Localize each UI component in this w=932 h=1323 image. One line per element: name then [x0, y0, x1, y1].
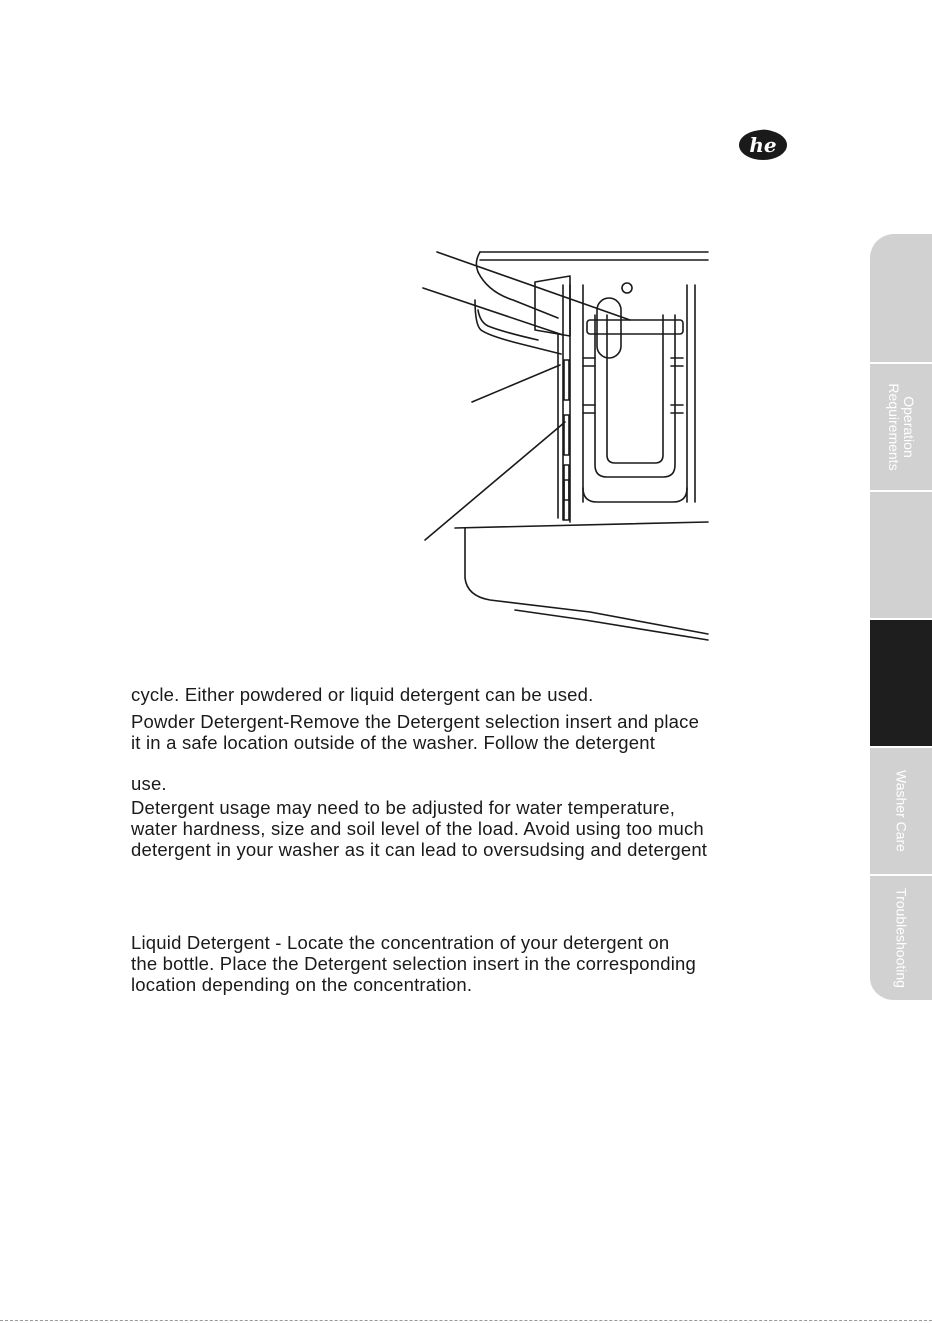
tab-operation-requirements[interactable] [870, 364, 932, 492]
paragraph-liquid-line-3: location depending on the concentration. [131, 974, 473, 995]
paragraph-powder-line-1: Powder Detergent-Remove the Detergent selection insert and place [131, 711, 700, 732]
tab-requirements-label: Requirements [886, 383, 902, 471]
paragraph-usage-line-1: Detergent usage may need to be adjusted for water temperature, [131, 797, 676, 818]
tab-1[interactable] [870, 234, 932, 364]
paragraph-usage-line-3: detergent in your washer as it can lead to oversudsing and detergent [131, 839, 708, 860]
tab-operation-label: Operation [901, 396, 917, 458]
paragraph-cycle: cycle. Either powdered or liquid detergent can be used. [131, 684, 594, 705]
tab-3[interactable] [870, 492, 932, 620]
tab-4-active[interactable] [870, 620, 932, 748]
tab-washer-care-label: Washer Care [893, 770, 910, 852]
tab-operation-requirements-label [886, 383, 916, 470]
paragraph-liquid-line-1: Liquid Detergent - Locate the concentration of your detergent on [131, 932, 670, 953]
paragraph-powder-line-2: it in a safe location outside of the washer. Follow the detergent [131, 732, 656, 753]
paragraph-usage-line-2: water hardness, size and soil level of the load. Avoid using too much [131, 818, 704, 839]
tab-troubleshooting[interactable] [870, 876, 932, 1002]
paragraph-use: use. [131, 773, 167, 794]
dispenser-drawer-diagram [415, 240, 715, 650]
he-logo-icon [738, 126, 788, 162]
paragraph-liquid-line-2: the bottle. Place the Detergent selection insert in the corresponding [131, 953, 697, 974]
tab-washer-care[interactable] [870, 748, 932, 876]
section-tabs [870, 234, 932, 1002]
bottom-dashed-rule [0, 1320, 932, 1321]
tab-troubleshooting-label: Troubleshooting [893, 888, 910, 988]
svg-text:he: he [749, 133, 777, 157]
